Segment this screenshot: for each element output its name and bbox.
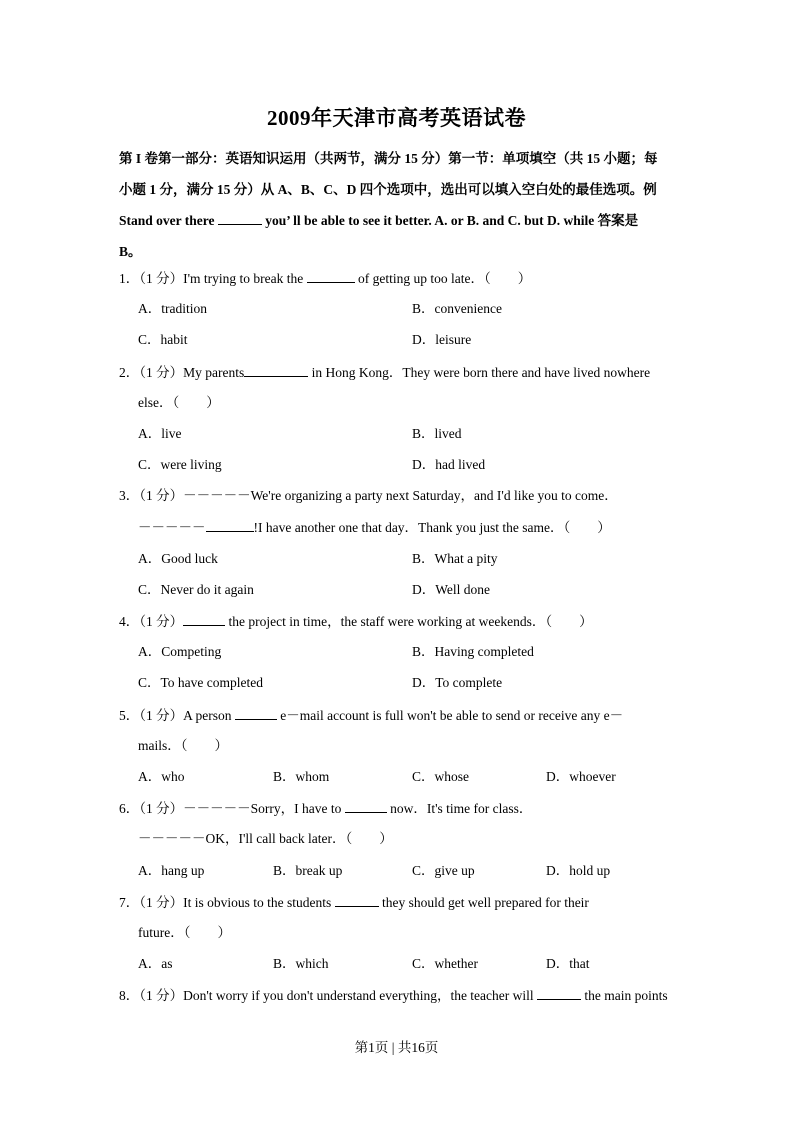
example-text: you’ ll be able to see it better. A. or B. and C. but D. while 答案是 [261,213,639,228]
option-d: D．leisure [412,332,472,347]
question-text: the project in time，the staff were working at weekends．（ ） [225,614,593,629]
answer-blank [183,611,225,626]
question-text: else．（ ） [138,395,220,410]
question-text: 1．（1 分）I'm trying to break the [119,271,307,286]
option-d: D．whoever [546,769,616,784]
option-d: D．that [546,956,590,971]
page-title: 2009年天津市高考英语试卷 [267,106,526,130]
question-text: －－－－－ [138,520,206,535]
question-text: future．（ ） [138,925,231,940]
question-6-reply: －－－－－OK，I'll call back later．（ ） [138,831,393,846]
question-text: of getting up too late．（ ） [354,271,532,286]
option-d: D．had lived [412,457,486,472]
option-c: C．whether [412,956,478,971]
option-a: A．Competing [138,644,222,659]
question-text: 8．（1 分）Don't worry if you don't understand everything，the teacher will [119,988,538,1003]
answer-blank [218,210,262,225]
instructions-line [119,205,675,236]
option-b: B．What a pity [412,551,498,566]
answer-blank [537,985,581,1000]
question-4-stem [119,611,675,632]
question-text: in Hong Kong．They were born there and have lived nowhere [308,365,651,380]
answer-blank [335,892,379,907]
option-b: B．which [273,956,329,971]
question-8-stem [119,985,675,1006]
question-text: 4．（1 分） [119,614,184,629]
option-a: A．as [138,956,173,971]
question-text: 2．（1 分）My parents [119,365,245,380]
answer-blank [307,268,355,283]
question-5-stem [119,705,675,726]
option-a: A．Good luck [138,551,218,566]
question-text: !I have another one that day．Thank you just the same．（ ） [253,520,611,535]
option-d: D．To complete [412,675,503,690]
question-text: 6．（1 分）－－－－－Sorry，I have to [119,801,345,816]
option-b: B．break up [273,863,343,878]
answer-blank [235,705,277,720]
page-footer: 第1页 | 共16页 [354,1040,439,1055]
answer-blank [345,798,387,813]
question-7-stem [119,892,675,913]
question-text: e－mail account is full won't be able to send or receive any e－ [276,708,624,723]
question-text: 5．（1 分）A person [119,708,235,723]
option-c: C．habit [138,332,188,347]
question-3-stem: 3．（1 分）－－－－－We're organizing a party next Saturday，and I'd like you to come． [119,488,618,503]
option-a: A．hang up [138,863,205,878]
answer-blank [244,362,308,377]
question-text: 7．（1 分）It is obvious to the students [119,895,335,910]
option-d: D．Well done [412,582,491,597]
question-2-stem [119,362,675,383]
option-a: A．live [138,426,182,441]
option-c: C．give up [412,863,475,878]
option-b: B．whom [273,769,330,784]
question-text: mails．（ ） [138,738,228,753]
instructions-line: B。 [119,244,142,259]
option-a: A．tradition [138,301,207,316]
option-c: C．whose [412,769,469,784]
question-text: they should get well prepared for their [378,895,589,910]
option-d: D．hold up [546,863,611,878]
question-6-stem [119,798,675,819]
option-b: B．Having completed [412,644,534,659]
option-c: C．To have completed [138,675,264,690]
option-c: C．were living [138,457,222,472]
instructions [119,143,675,267]
instructions-line: 第 I 卷第一部分：英语知识运用（共两节，满分 15 分）第一节：单项填空（共 15 小题；每 [119,151,658,166]
example-text: Stand over there [119,213,218,228]
option-a: A．who [138,769,185,784]
question-text: now．It's time for class． [386,801,533,816]
option-c: C．Never do it again [138,582,254,597]
answer-blank [206,517,254,532]
question-3-reply [138,517,675,538]
option-b: B．lived [412,426,462,441]
option-b: B．convenience [412,301,502,316]
question-text: the main points [581,988,668,1003]
instructions-line: 小题 1 分，满分 15 分）从 A、B、C、D 四个选项中，选出可以填入空白处的最佳选项。例 [119,182,657,197]
question-1-stem [119,268,675,289]
